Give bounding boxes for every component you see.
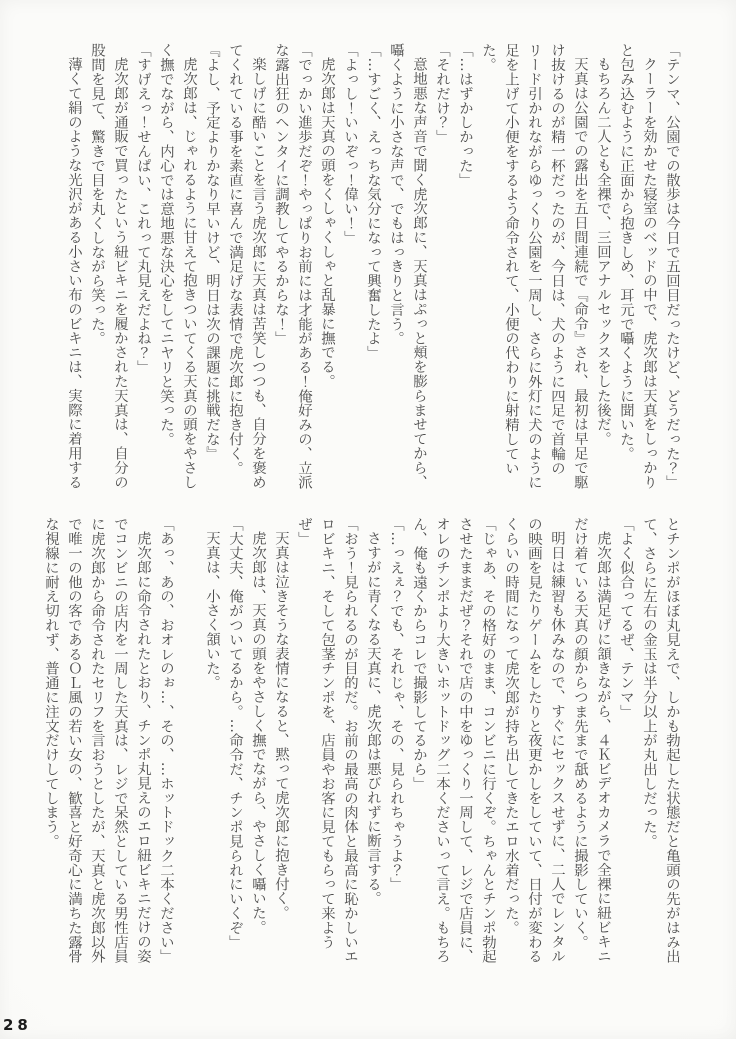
scene-break-blank-line (177, 517, 200, 969)
paragraph: 虎次郎は、じゃれるように甘えて抱きついてくる天真の頭をやさしく撫でながら、内心では意地悪な決心をしてニヤリと笑った。 (158, 43, 197, 490)
paragraph: 「よく似合ってるぜ、テンマ」 (618, 517, 634, 719)
paragraph: もちろん二人とも全裸で、三回アナルセックスをした後だ。 (595, 57, 611, 447)
paragraph: 「すげえっ！せんぱい、これって丸見えだよね？」 (135, 43, 151, 375)
paragraph: 『よし、予定よりかなり早いけど、明日は次の課題に挑戦だな』 (204, 43, 220, 461)
paragraph: とチンポがほぼ丸見えで、しかも勃起した状態だと亀頭の先がはみ出て、さらに左右の金玉は半分以上が丸出しだった。 (641, 517, 680, 964)
paragraph: 楽しげに酷いことを言う虎次郎に天真は苦笑しつつも、自分を褒めてくれている事を素直に喜んで満足げな表情で虎次郎に抱き付く。 (227, 43, 266, 490)
paragraph: 「それだけ？」 (434, 43, 450, 144)
paragraph: 「…すごく、えっちな気分になって興奮したよ」 (365, 43, 381, 360)
paragraph: 虎次郎に命令されたとおり、チンポ丸見えのエロ紐ビキニだけの姿でコンビニの店内を一周した天真は、レジで呆然としている男性店員に虎次郎から命令されたセリフを言おうとしたが、天真と虎次郎以外で唯一の他の客であるＯＬ風の若い女の、歓喜と好奇心に満ちた露骨な視線に耐え切れず、普通に注文だけしてしまう。 (43, 517, 151, 964)
paragraph: 「あっ、あの、おオレのぉ…、その、…ホットドック二本ください」 (158, 517, 174, 964)
paragraph: 「じゃあ、その格好のまま、コンビニに行くぞ。ちゃんとチンポ勃起させたままだぜ？それで店の中をゆっくり一周して、レジで店員に、オレのチンポより大きいホットドッグ二本くださいって言え。もちろん、俺も遠くからコレで撮影してるから」 (411, 517, 496, 964)
paragraph: 「…っえぇ？でも、それじゃ、その、見られちゃうよ？」 (388, 517, 404, 892)
paragraph: 「大丈夫、俺がついてるから。…命令だ、チンポ見られにいくぞ」 (227, 517, 243, 949)
paragraph: 「…はずかしかった」 (457, 43, 473, 187)
paragraph: クーラーを効かせた寝室のベッドの中で、虎次郎は天真をしっかりと包み込むように正面から抱きしめ、耳元で囁くように聞いた。 (618, 43, 657, 490)
text-block-top (62, 43, 683, 493)
paragraph: 虎次郎が通販で買ったという紐ビキニを履かされた天真は、自分の股間を見て、驚きで目を丸くしながら笑った。 (89, 43, 128, 490)
paragraph: 意地悪な声音で聞く虎次郎に、天真はぷっと頬を膨らませてから、囁くように小さな声で、でもはっきりと言う。 (388, 43, 427, 490)
paragraph: 薄くて絹のような光沢がある小さい布のビキニは、実際に着用する (66, 57, 82, 490)
paragraph: 「おう！見られるのが目的だ。お前の最高の肉体と最高に恥かしいエロビキニ、そして包茎チンポを、店員やお客に見てもらって来ようぜ」 (296, 517, 358, 964)
paragraph: 天真は公園での露出を五日間連続で『命令』され、最初は早足で駆け抜けるのが精一杯だったのが、今日は、犬のように四足で首輪のリード引かれながらゆっくり公園を一周し、さらに外灯に犬のように足を上げて小便をするよう命令されて、小便の代わりに射精していた。 (480, 43, 588, 490)
paragraph: 虎次郎は天真の頭をくしゃくしゃと乱暴に撫でる。 (319, 57, 335, 389)
paragraph: 虎次郎は満足げに頷きながら、４Ｋビデオカメラで全裸に紐ビキニだけ着ている天真の顔からつま先まで舐めるように撮影していく。 (572, 517, 611, 964)
paragraph: 虎次郎は、天真の頭をやさしく撫でながら、やさしく囁いた。 (250, 531, 266, 935)
text-block-bottom (39, 517, 683, 969)
paragraph: 天真は、小さく頷いた。 (204, 531, 220, 690)
paragraph: 「テンマ、公園での散歩は今日で五回目だったけど、どうだった？」 (664, 43, 680, 490)
paragraph: 「よっし！いいぞっ！偉い！」 (342, 43, 358, 245)
paragraph: 天真は泣きそうな表情になると、黙って虎次郎に抱き付く。 (273, 531, 289, 921)
paragraph: 明日は練習も休みなので、すぐにセックスせずに、二人でレンタルの映画を見たりゲームをしたりと夜更かしをしていて、日付が変わるくらいの時間になって虎次郎が持ち出してきたエロ水着だった。 (503, 517, 565, 964)
paragraph: さすがに青くなる天真に、虎次郎は悪びれずに断言する。 (365, 531, 381, 906)
page-number: 28 (3, 1016, 32, 1034)
paragraph: 「でっかい進歩だぞ！やっぱりお前には才能がある！俺好みの、立派な露出狂のヘンタイに調教してやるからな！」 (273, 43, 312, 490)
